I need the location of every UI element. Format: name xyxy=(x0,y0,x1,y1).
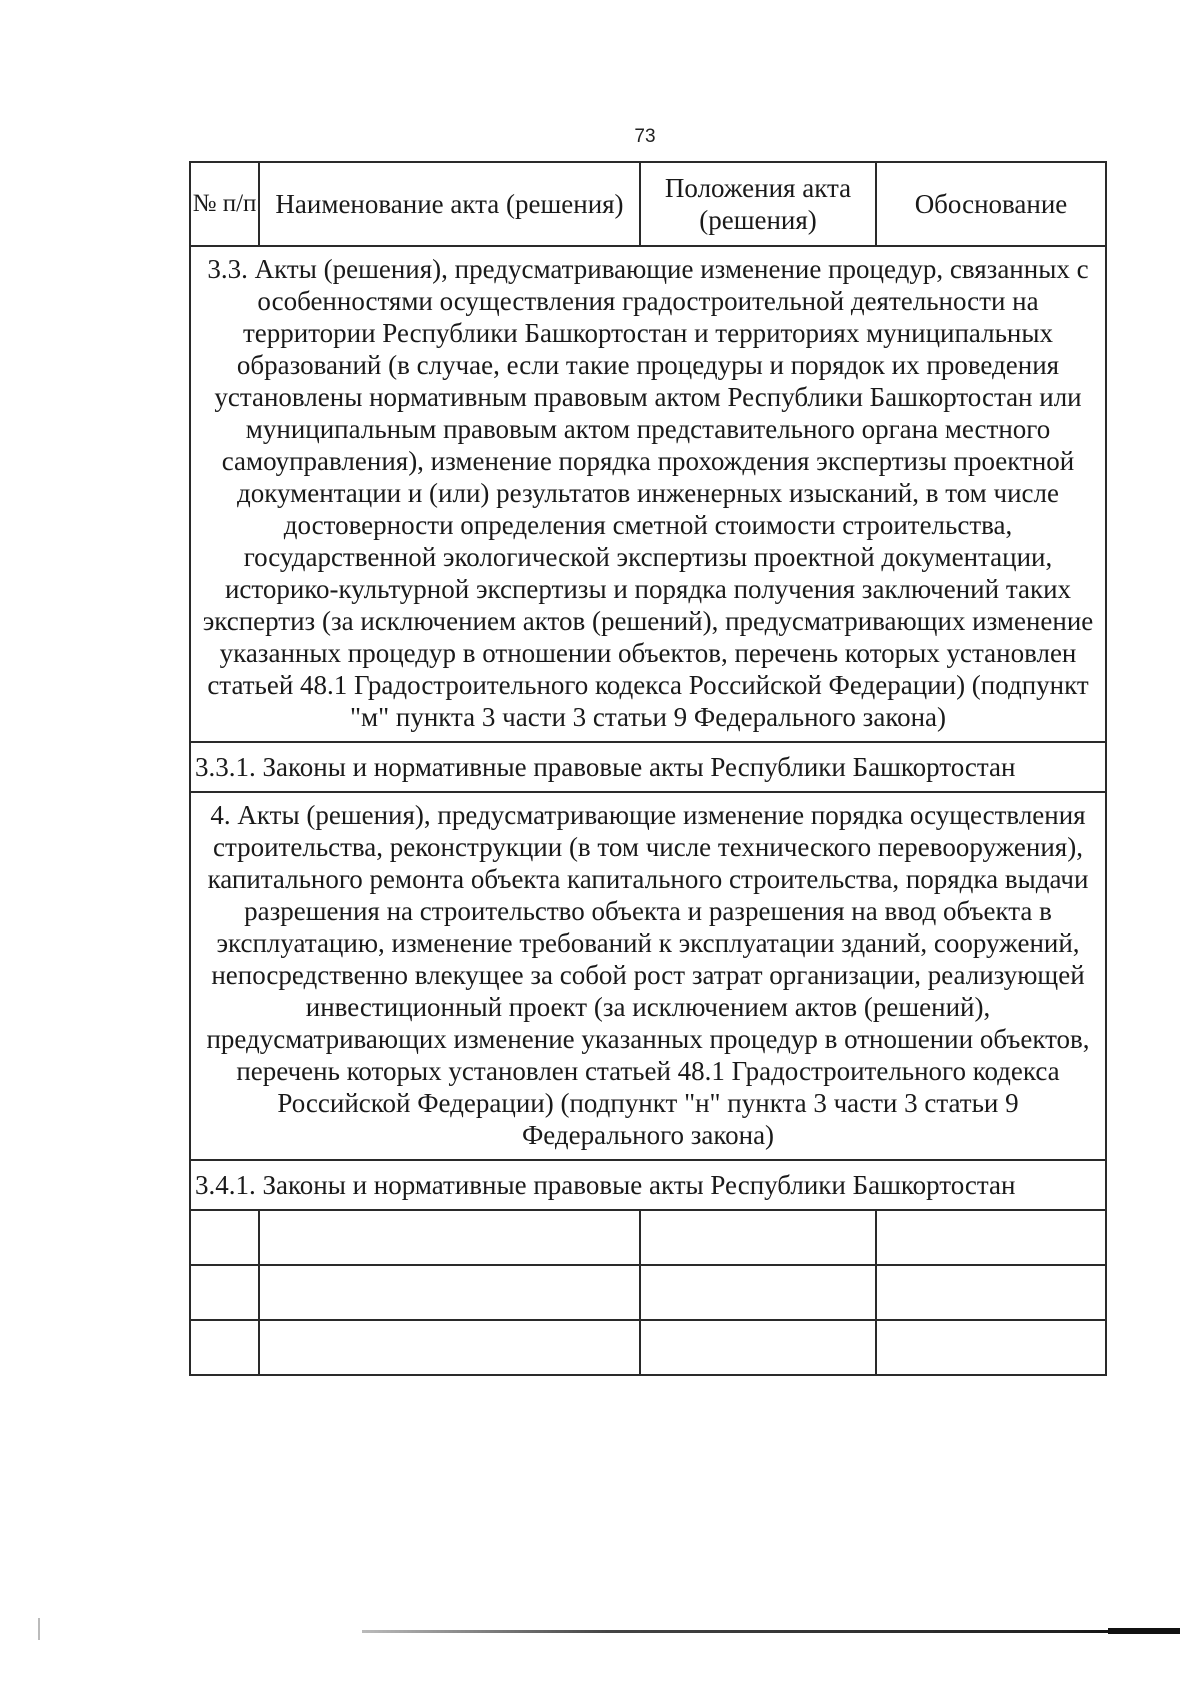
section-row-4 xyxy=(190,792,1106,1160)
empty-cell xyxy=(640,1210,876,1265)
subsection-row-3-3-1 xyxy=(190,742,1106,792)
section-4-text: 4. Акты (решения), предусматривающие изменение порядка осуществления строительства, реконструкции (в том числе технического перевооружения), капитального ремонта объекта капитального строительства, порядка выдачи разрешения на строительство объекта и разрешения на ввод объекта в эксплуатацию, изменение требований к эксплуатации зданий, сооружений, непосредственно влекущее за собой рост затрат организации, реализующей инвестиционный проект (за исключением актов (решений), предусматривающих изменение указанных процедур в отношении объектов, перечень которых установлен статьей 48.1 Градостроительного кодекса Российской Федерации) (подпункт "н" пункта 3 части 3 статьи 9 Федерального закона) xyxy=(190,792,1106,1160)
subsection-3-4-1-text: 3.4.1. Законы и нормативные правовые акты Республики Башкортостан xyxy=(190,1160,1106,1210)
table-row xyxy=(190,1265,1106,1320)
section-3-3-text: 3.3. Акты (решения), предусматривающие изменение процедур, связанных с особенностями осуществления градостроительной деятельности на территории Республики Башкортостан и территориях муниципальных образований (в случае, если такие процедуры и порядок их проведения установлены нормативным правовым актом Республики Башкортостан или муниципальным правовым актом представительного органа местного самоуправления), изменение порядка прохождения экспертизы проектной документации и (или) результатов инженерных изысканий, в том числе достоверности определения сметной стоимости строительства, государственной экологической экспертизы проектной документации, историко-культурной экспертизы и порядка получения заключений таких экспертиз (за исключением актов (решений), предусматривающих изменение указанных процедур в отношении объектов, перечень которых установлен статьей 48.1 Градостроительного кодекса Российской Федерации) (подпункт "м" пункта 3 части 3 статьи 9 Федерального закона) xyxy=(190,246,1106,742)
scan-artifact-mark xyxy=(38,1618,40,1640)
empty-cell xyxy=(640,1265,876,1320)
subsection-3-3-1-text: 3.3.1. Законы и нормативные правовые акты Республики Башкортостан xyxy=(190,742,1106,792)
scan-artifact-line-end xyxy=(1108,1628,1180,1634)
header-number: № п/п xyxy=(190,162,259,246)
empty-cell xyxy=(190,1265,259,1320)
empty-cell xyxy=(876,1265,1106,1320)
empty-cell xyxy=(190,1210,259,1265)
empty-cell xyxy=(640,1320,876,1375)
empty-cell xyxy=(259,1265,640,1320)
table-row xyxy=(190,1320,1106,1375)
header-act-provisions: Положения акта (решения) xyxy=(640,162,876,246)
scan-artifact-line xyxy=(362,1630,1180,1633)
empty-cell xyxy=(259,1210,640,1265)
empty-cell xyxy=(876,1320,1106,1375)
header-act-name: Наименование акта (решения) xyxy=(259,162,640,246)
subsection-row-3-4-1 xyxy=(190,1160,1106,1210)
page-number: 73 xyxy=(634,126,656,147)
section-row-3-3 xyxy=(190,246,1106,742)
header-justification: Обоснование xyxy=(876,162,1106,246)
empty-cell xyxy=(259,1320,640,1375)
table-row xyxy=(190,1210,1106,1265)
table-header-row xyxy=(190,162,1106,246)
acts-table xyxy=(189,161,1107,1376)
empty-cell xyxy=(876,1210,1106,1265)
empty-cell xyxy=(190,1320,259,1375)
